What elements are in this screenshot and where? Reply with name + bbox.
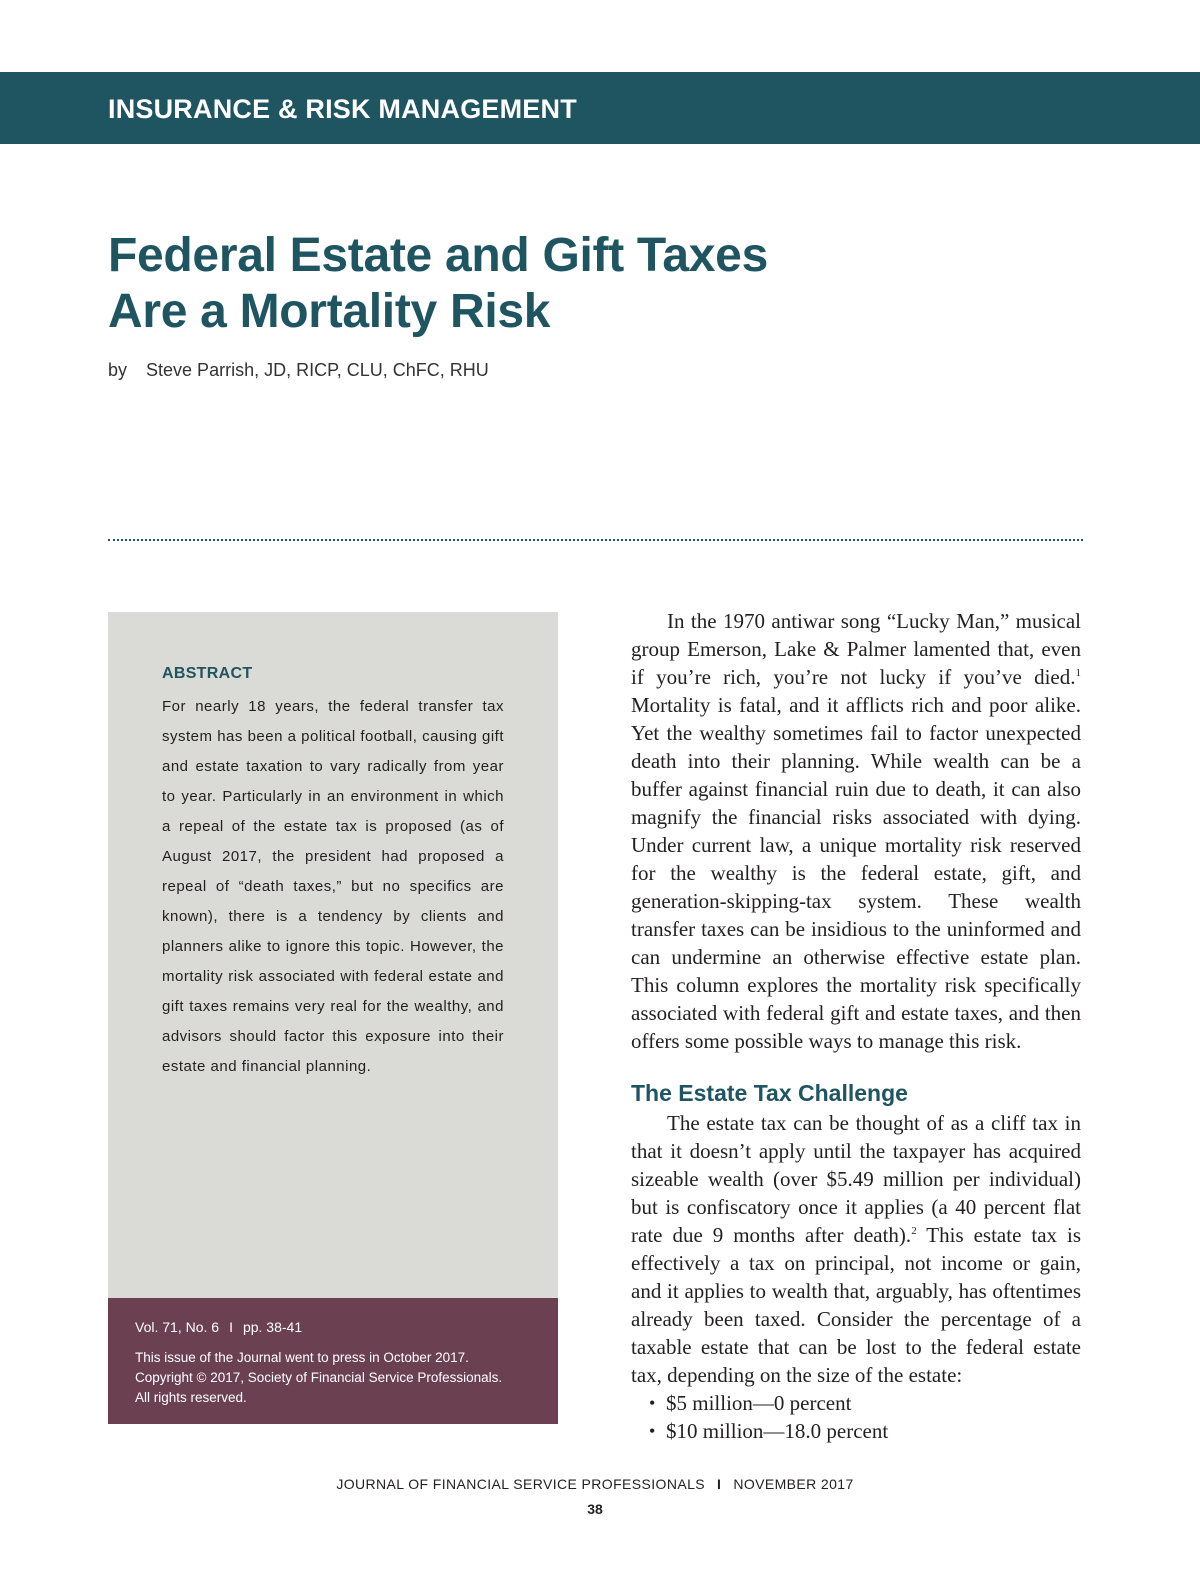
intro-paragraph <box>631 607 1081 1055</box>
list-item <box>649 1417 1081 1445</box>
section-text-part: The estate tax can be thought of as a cliff tax in that it doesn’t apply until the taxpayer has acquired sizeable wealth (over $5.49 million per individual) but is confiscatory once it applies (a 40 percent flat rate due 9 months after death). <box>631 1111 1081 1247</box>
article-title <box>108 228 908 340</box>
volume-number: Vol. 71, No. 6 <box>135 1319 220 1335</box>
byline <box>108 358 489 382</box>
page-range: pp. 38-41 <box>242 1319 303 1335</box>
dotted-divider <box>108 539 1083 541</box>
section-banner <box>0 72 1200 144</box>
page-number: 38 <box>587 1501 603 1517</box>
section-label: INSURANCE & RISK MANAGEMENT <box>108 94 577 124</box>
journal-name: JOURNAL OF FINANCIAL SERVICE PROFESSIONALS <box>336 1476 706 1492</box>
bullet-icon: • <box>649 1421 656 1441</box>
footer-separator: I <box>717 1476 722 1492</box>
bullet-icon: • <box>649 1393 656 1413</box>
list-item <box>649 1389 1081 1417</box>
rights-note: All rights reserved. <box>135 1390 247 1405</box>
abstract-text: For nearly 18 years, the federal transfer tax system has been a political football, causing gift and estate taxation to vary radically from year to year. Particularly in an environment in which a repeal of the estate tax is proposed (as of August 2017, the president had proposed a repeal of “death taxes,” but no specifics are known), there is a tendency by clients and planners alike to ignore this topic. However, the mortality risk associated with federal estate and gift taxes remains very real for the wealthy, and advisors should factor this exposure into their estate and financial planning. <box>162 698 504 1075</box>
byline-prefix: by <box>108 360 128 380</box>
section-text-part: This estate tax is effectively a tax on principal, not income or gain, and it applies to wealth that, arguably, has oftentimes already been taxed. Consider the percentage of a taxable estate that can be lost to the federal estate tax, depending on the size of the estate: <box>631 1223 1081 1387</box>
publication-info-panel <box>108 1298 558 1424</box>
intro-text-part: In the 1970 antiwar song “Lucky Man,” musical group Emerson, Lake & Palmer lamented that, even if you’re rich, you’re not lucky if you’ve died. <box>631 609 1081 689</box>
article-body <box>631 607 1081 1445</box>
estate-size-list <box>631 1389 1081 1445</box>
list-item-text: $10 million—18.0 percent <box>666 1419 889 1443</box>
intro-text-part: Mortality is fatal, and it afflicts rich and poor alike. Yet the wealthy sometimes fail to factor unexpected death into their planning. While wealth can be a buffer against financial ruin due to death, it can also magnify the financial risks associated with dying. Under current law, a unique mortality risk reserved for the wealthy is the federal estate, gift, and generation-skipping-tax system. These wealth transfer taxes can be insidious to the uninformed and can undermine an otherwise effective estate plan. This column explores the mortality risk specifically associated with federal gift and estate taxes, and then offers some possible ways to manage this risk. <box>631 693 1081 1053</box>
press-date-note: This issue of the Journal went to press in October 2017. <box>135 1350 469 1365</box>
footnote-ref: 2 <box>911 1225 917 1237</box>
issue-date: NOVEMBER 2017 <box>733 1476 854 1492</box>
section-paragraph <box>631 1109 1081 1389</box>
list-item-text: $5 million—0 percent <box>666 1391 852 1415</box>
author-name: Steve Parrish, JD, RICP, CLU, ChFC, RHU <box>146 360 489 380</box>
press-note <box>135 1348 545 1408</box>
copyright-note: Copyright © 2017, Society of Financial Service Professionals. <box>135 1370 503 1385</box>
section-heading: The Estate Tax Challenge <box>631 1080 908 1106</box>
volume-line <box>135 1317 302 1337</box>
volume-separator: I <box>229 1319 233 1335</box>
abstract-panel <box>108 612 558 1298</box>
footnote-ref: 1 <box>1075 667 1081 679</box>
running-footer <box>0 1474 1190 1494</box>
article-title-line: Federal Estate and Gift Taxes <box>108 229 768 282</box>
article-title-line: Are a Mortality Risk <box>108 285 551 338</box>
abstract-heading: ABSTRACT <box>162 665 253 682</box>
